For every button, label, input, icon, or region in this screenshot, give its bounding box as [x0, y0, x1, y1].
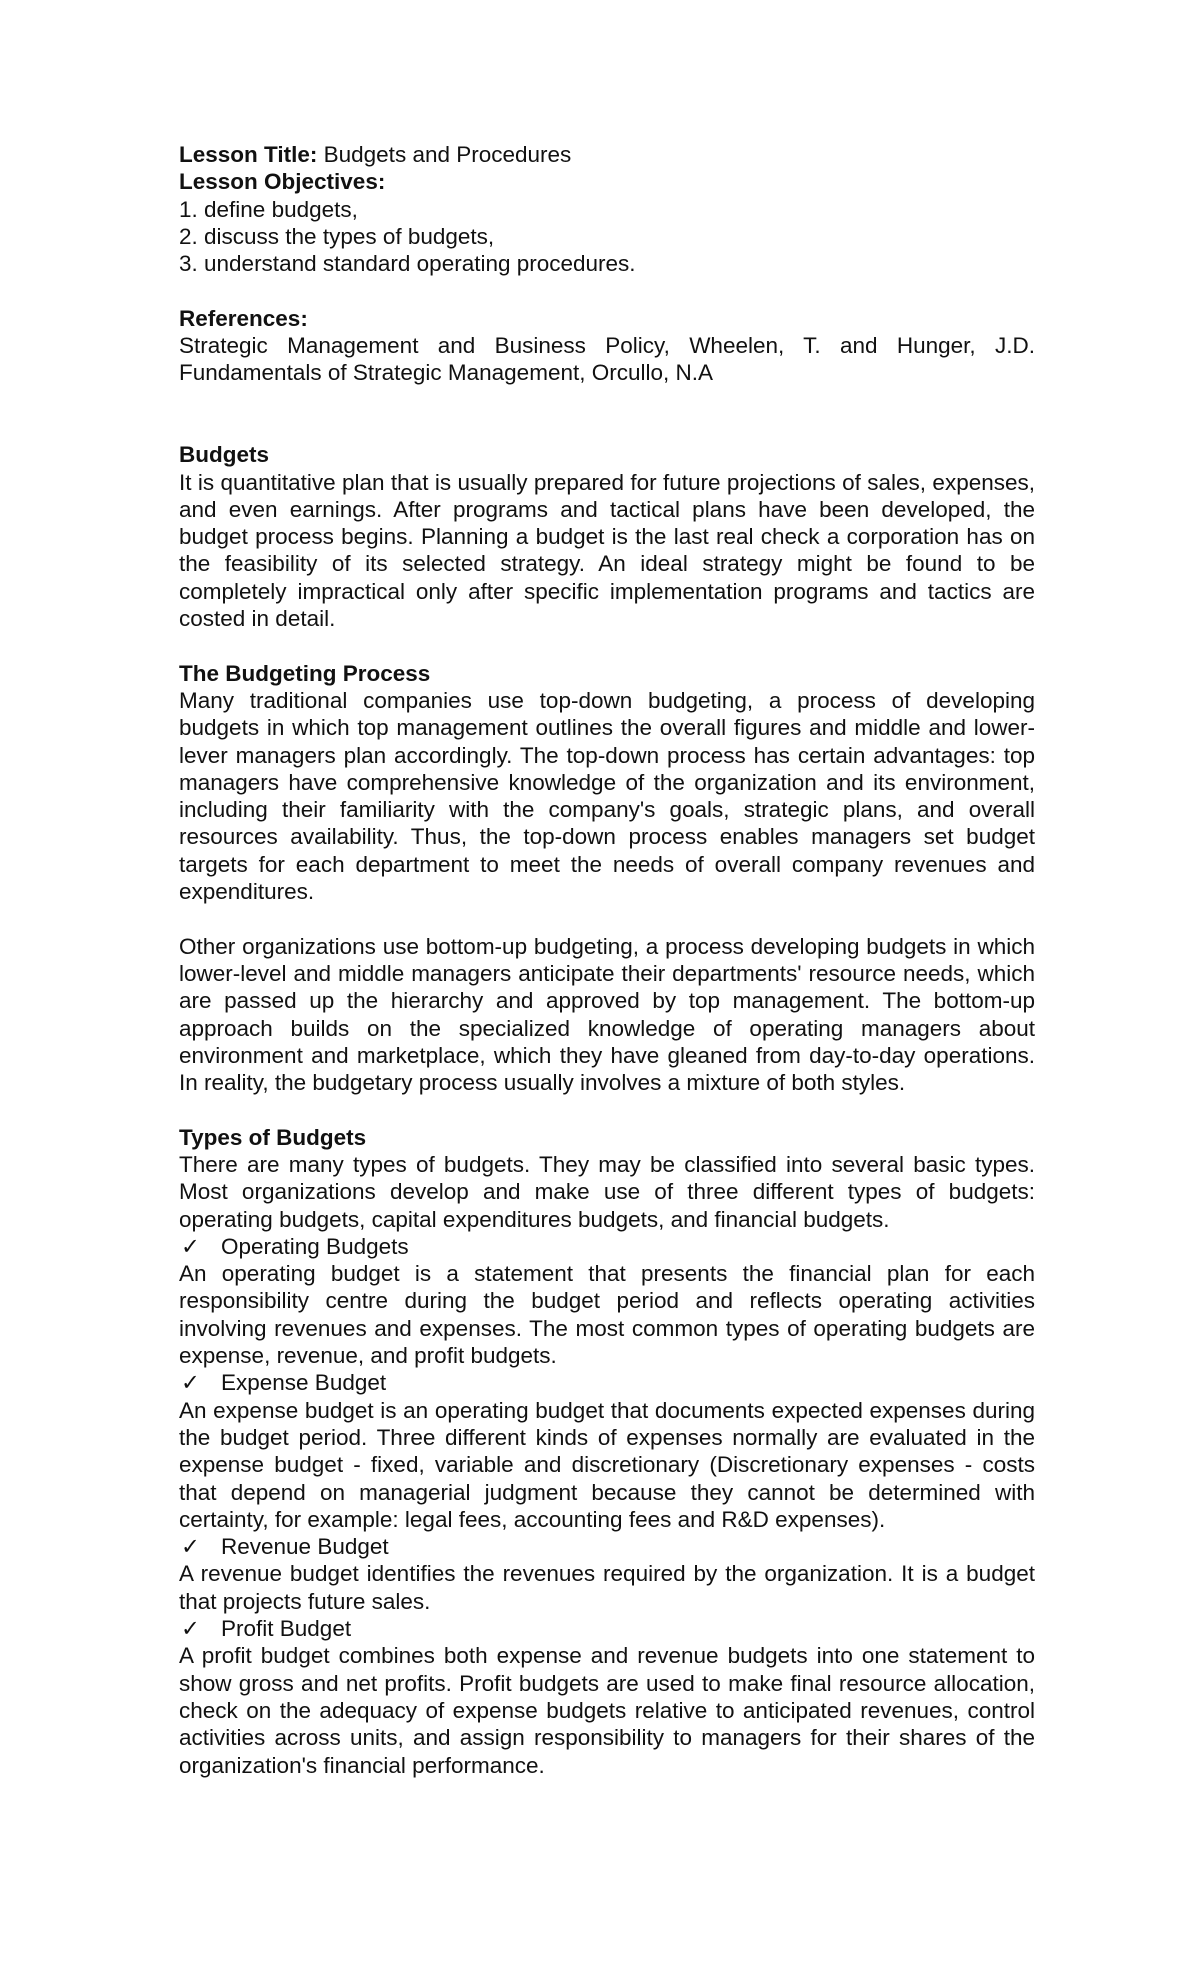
revenue-budget-paragraph: A revenue budget identifies the revenues required by the organization. It is a budget that projects future sales. [179, 1561, 1035, 1614]
check-icon: ✓ [181, 1370, 200, 1396]
budgets-heading: Budgets [179, 442, 269, 468]
budgets-paragraph: It is quantitative plan that is usually prepared for future projections of sales, expenses, and even earnings. After programs and tactical plans have been developed, the budget process begins. Planning a budget is the last real check a corporation has on the feasibility of its selected strategy. An ideal strategy might be found to be completely impractical only after specific implementation programs and tactics are costed in detail. [179, 469, 1035, 632]
objective-item: 2. discuss the types of budgets, [179, 223, 495, 249]
references-heading: References: [179, 305, 308, 331]
lesson-title-value: Budgets and Procedures [317, 142, 572, 167]
check-icon: ✓ [181, 1616, 200, 1642]
checklist-item-title: Revenue Budget [221, 1534, 389, 1560]
expense-budget-paragraph: An expense budget is an operating budget that documents expected expenses during the budget period. Three different kinds of expenses normally are evaluated in the expense budget - fixed, variable and discretionary (Discretionary expenses - costs that depend on managerial judgment because they cannot be determined with certainty, for example: legal fees, accounting fees and R&D expenses). [179, 1397, 1035, 1532]
checklist-item-revenue [179, 1533, 1035, 1560]
checklist-item-profit [179, 1615, 1035, 1642]
reference-item: Fundamentals of Strategic Management, Orcullo, N.A [179, 360, 714, 386]
types-intro: There are many types of budgets. They may be classified into several basic types. Most organizations develop and make use of three different types of budgets: operating budgets, capital expenditures budgets, and financial budgets. [179, 1151, 1035, 1232]
document-page [179, 141, 1035, 1779]
lesson-title-label: Lesson Title: [179, 142, 318, 167]
lesson-title [179, 141, 1035, 168]
types-heading: Types of Budgets [179, 1124, 367, 1150]
profit-budget-paragraph: A profit budget combines both expense and revenue budgets into one statement to show gross and net profits. Profit budgets are used to make final resource allocation, check on the adequacy of expense budgets relative to anticipated revenues, control activities across units, and assign responsibility to managers for their shares of the organization's financial performance. [179, 1643, 1035, 1778]
checklist-item-title: Profit Budget [221, 1616, 352, 1642]
objective-item: 1. define budgets, [179, 196, 358, 222]
checklist-item-operating [179, 1233, 1035, 1260]
checklist-item-title: Expense Budget [221, 1370, 387, 1396]
budgeting-process-paragraph-1: Many traditional companies use top-down budgeting, a process of developing budgets in which top management outlines the overall figures and middle and lower-lever managers plan accordingly. The top-down process has certain advantages: top managers have comprehensive knowledge of the organization and its environment, including their familiarity with the company's goals, strategic plans, and overall resources availability. Thus, the top-down process enables managers set budget targets for each department to meet the needs of overall company revenues and expenditures. [179, 687, 1035, 905]
reference-item: Strategic Management and Business Policy, Wheelen, T. and Hunger, J.D. [179, 333, 1035, 359]
checklist-item-title: Operating Budgets [221, 1233, 409, 1259]
objective-item: 3. understand standard operating procedures. [179, 251, 636, 277]
checklist-item-expense [179, 1369, 1035, 1396]
operating-budget-paragraph: An operating budget is a statement that presents the financial plan for each responsibility centre during the budget period and reflects operating activities involving revenues and expenses. The most common types of operating budgets are expense, revenue, and profit budgets. [179, 1261, 1035, 1369]
budgeting-process-heading: The Budgeting Process [179, 660, 431, 686]
check-icon: ✓ [181, 1233, 200, 1259]
budgeting-process-paragraph-2: Other organizations use bottom-up budgeting, a process developing budgets in which lower-level and middle managers anticipate their departments' resource needs, which are passed up the hierarchy and approved by top management. The bottom-up approach builds on the specialized knowledge of operating managers about environment and marketplace, which they have gleaned from day-to-day operations. In reality, the budgetary process usually involves a mixture of both styles. [179, 933, 1035, 1096]
lesson-objectives-label: Lesson Objectives: [179, 169, 386, 195]
check-icon: ✓ [181, 1534, 200, 1560]
